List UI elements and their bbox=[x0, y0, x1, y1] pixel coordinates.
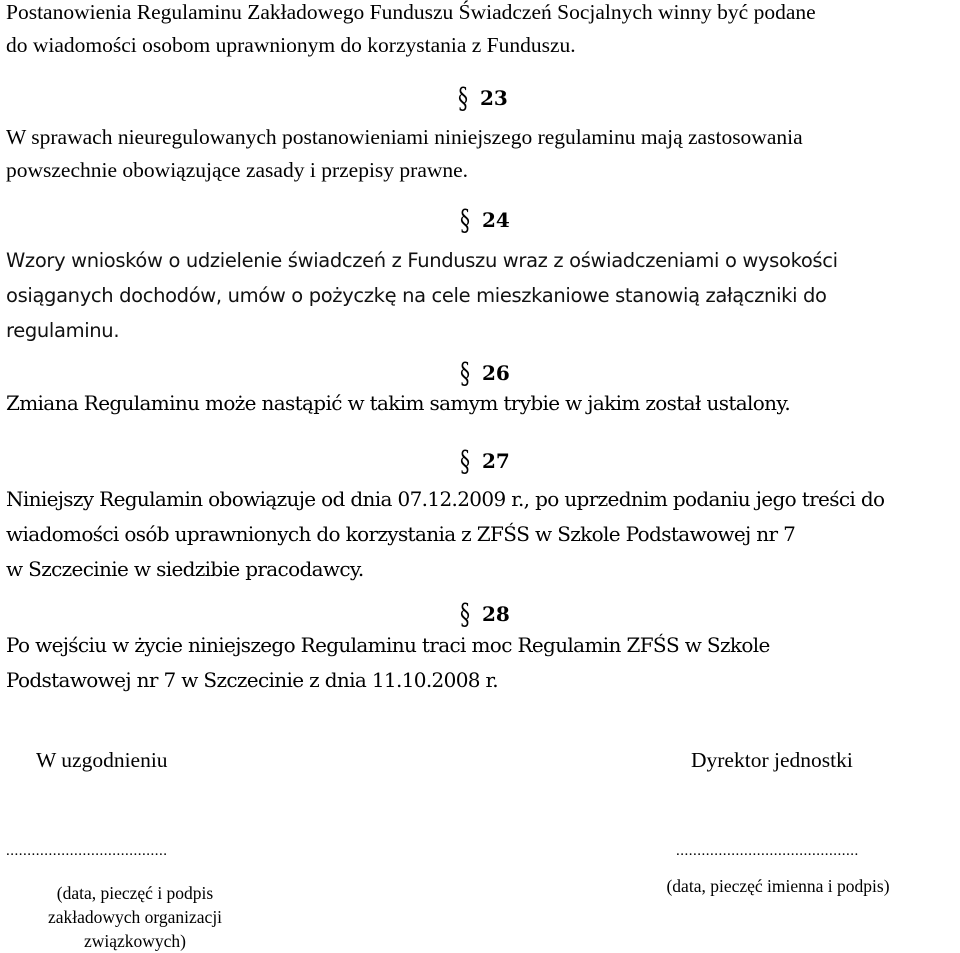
intro-paragraph bbox=[6, 0, 816, 62]
paragraph-symbol-icon: § bbox=[460, 355, 470, 391]
section-line: Niniejszy Regulamin obowiązuje od dnia 07.12.2009 r., po uprzednim podaniu jego treści do bbox=[6, 487, 885, 511]
section-line: regulaminu. bbox=[6, 319, 120, 342]
section-body-28 bbox=[6, 628, 770, 698]
note-line: związkowych) bbox=[83, 931, 187, 951]
section-heading-27 bbox=[460, 443, 510, 479]
note-line: zakładowych organizacji bbox=[47, 907, 223, 927]
intro-line: do wiadomości osobom uprawnionym do korzystania z Funduszu. bbox=[6, 33, 576, 57]
section-line: Wzory wniosków o udzielenie świadczeń z Funduszu wraz z oświadczeniami o wysokości bbox=[6, 249, 838, 272]
paragraph-symbol-icon: § bbox=[460, 596, 470, 632]
right-signature-title: Dyrektor jednostki bbox=[691, 748, 853, 772]
paragraph-symbol-icon: § bbox=[460, 202, 470, 238]
section-body-26 bbox=[6, 386, 790, 421]
section-line: Po wejściu w życie niniejszego Regulaminu traci moc Regulamin ZFŚS w Szkole bbox=[6, 633, 770, 657]
section-line: w Szczecinie w siedzibie pracodawcy. bbox=[6, 557, 364, 581]
left-signature-title: W uzgodnieniu bbox=[36, 748, 168, 772]
section-body-27 bbox=[6, 482, 884, 587]
section-body-23 bbox=[6, 121, 803, 187]
section-number: 23 bbox=[480, 86, 508, 110]
section-number: 24 bbox=[482, 208, 510, 232]
section-number: 28 bbox=[482, 602, 510, 626]
section-number: 27 bbox=[482, 449, 510, 473]
section-line: powszechnie obowiązujące zasady i przepisy prawne. bbox=[6, 158, 469, 182]
right-signature-line: ........................................... bbox=[676, 843, 859, 859]
section-heading-23 bbox=[458, 80, 508, 116]
note-line: (data, pieczęć i podpis bbox=[56, 883, 214, 903]
note-line: (data, pieczęć imienna i podpis) bbox=[666, 876, 890, 896]
left-signature-line: ...................................... bbox=[6, 843, 168, 859]
section-line: osiąganych dochodów, umów o pożyczkę na cele mieszkaniowe stanowią załączniki do bbox=[6, 284, 827, 307]
left-signature-note bbox=[8, 881, 262, 953]
section-number: 26 bbox=[482, 361, 510, 385]
paragraph-symbol-icon: § bbox=[460, 443, 470, 479]
section-line: Podstawowej nr 7 w Szczecinie z dnia 11.10.2008 r. bbox=[6, 668, 498, 692]
intro-line: Postanowienia Regulaminu Zakładowego Funduszu Świadczeń Socjalnych winny być podane bbox=[6, 0, 816, 24]
section-line: wiadomości osób uprawnionych do korzystania z ZFŚS w Szkole Podstawowej nr 7 bbox=[6, 522, 796, 546]
section-body-24 bbox=[6, 243, 838, 348]
section-line: Zmiana Regulaminu może nastąpić w takim samym trybie w jakim został ustalony. bbox=[6, 391, 791, 415]
section-line: W sprawach nieuregulowanych postanowieniami niniejszego regulaminu mają zastosowania bbox=[6, 125, 803, 149]
section-heading-24 bbox=[460, 202, 510, 238]
section-heading-26 bbox=[460, 355, 510, 391]
right-signature-note bbox=[628, 874, 928, 898]
section-heading-28 bbox=[460, 596, 510, 632]
paragraph-symbol-icon: § bbox=[458, 80, 468, 116]
